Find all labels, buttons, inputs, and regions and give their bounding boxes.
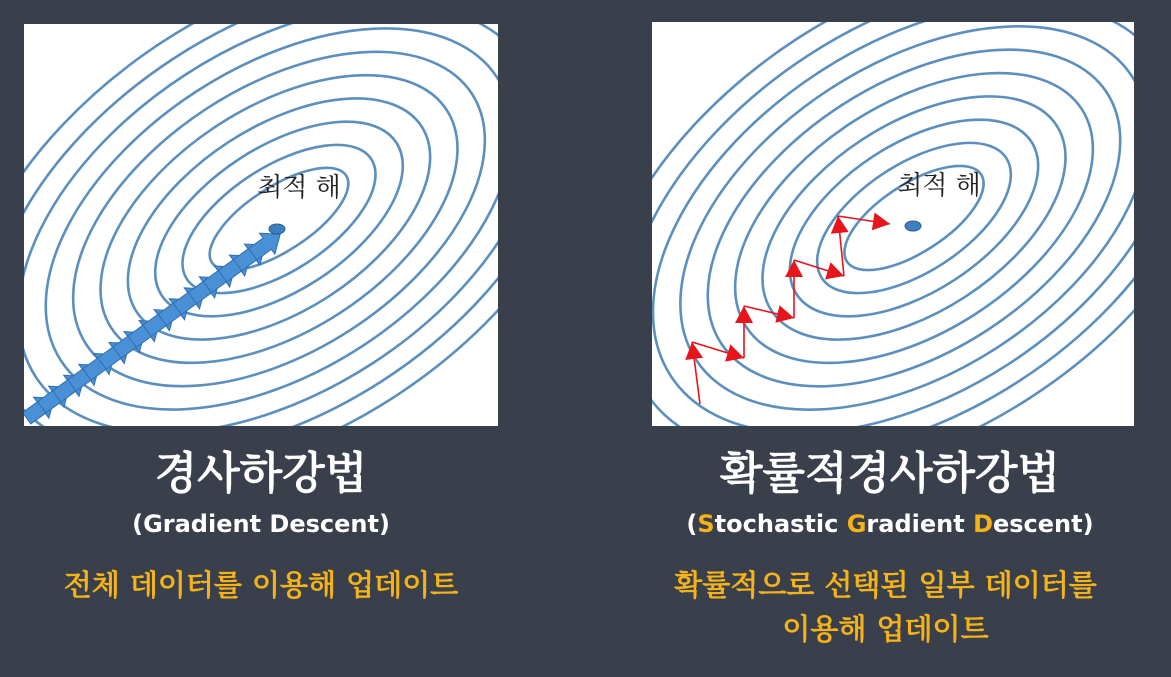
gd-title: 경사하강법 — [154, 448, 368, 499]
contour-ellipse — [792, 113, 1035, 323]
gd-description: 전체 데이터를 이용해 업데이트 — [63, 568, 459, 602]
contour-ellipse — [720, 47, 1108, 390]
sgd-contour-diagram — [652, 22, 1134, 426]
sgd-subtitle-g-rest: radient — [866, 510, 974, 538]
gd-optimum-label: 최적 해 — [257, 173, 341, 203]
sgd-subtitle-d-highlight: D — [973, 510, 993, 538]
sgd-description-line1: 확률적으로 선택된 일부 데이터를 — [674, 568, 1097, 602]
sgd-description-line2: 이용해 업데이트 — [782, 612, 989, 646]
sgd-step-arrowhead — [872, 213, 892, 233]
sgd-descent-arrows — [683, 213, 891, 404]
sgd-contour-lines — [652, 22, 1134, 426]
gd-contour-svg — [24, 24, 498, 426]
sgd-subtitle-s-highlight: S — [697, 510, 715, 538]
sgd-contour-svg — [652, 22, 1134, 426]
contour-ellipse — [652, 22, 1134, 426]
gd-subtitle: (Gradient Descent) — [132, 510, 390, 538]
contour-ellipse — [50, 24, 498, 422]
sgd-subtitle-open: ( — [686, 510, 698, 538]
contour-ellipse — [652, 22, 1134, 426]
contour-ellipse — [652, 22, 1134, 426]
sgd-optimum-label: 최적 해 — [897, 171, 981, 201]
sgd-description — [600, 563, 1171, 651]
contour-ellipse — [652, 22, 1134, 426]
gd-optimum-dot — [269, 224, 285, 234]
sgd-optimum-dot — [905, 221, 921, 231]
sgd-subtitle-g-highlight: G — [846, 510, 867, 538]
sgd-subtitle-s-rest: tochastic — [714, 510, 847, 538]
sgd-subtitle — [620, 512, 1160, 536]
gd-descent-arrows — [24, 224, 288, 426]
sgd-step-arrowhead — [775, 305, 796, 326]
sgd-subtitle-d-rest: escent) — [992, 510, 1094, 538]
contour-ellipse — [652, 22, 1134, 426]
contour-ellipse — [756, 80, 1071, 357]
sgd-title: 확률적경사하강법 — [719, 448, 1061, 499]
gd-contour-diagram — [24, 24, 498, 426]
